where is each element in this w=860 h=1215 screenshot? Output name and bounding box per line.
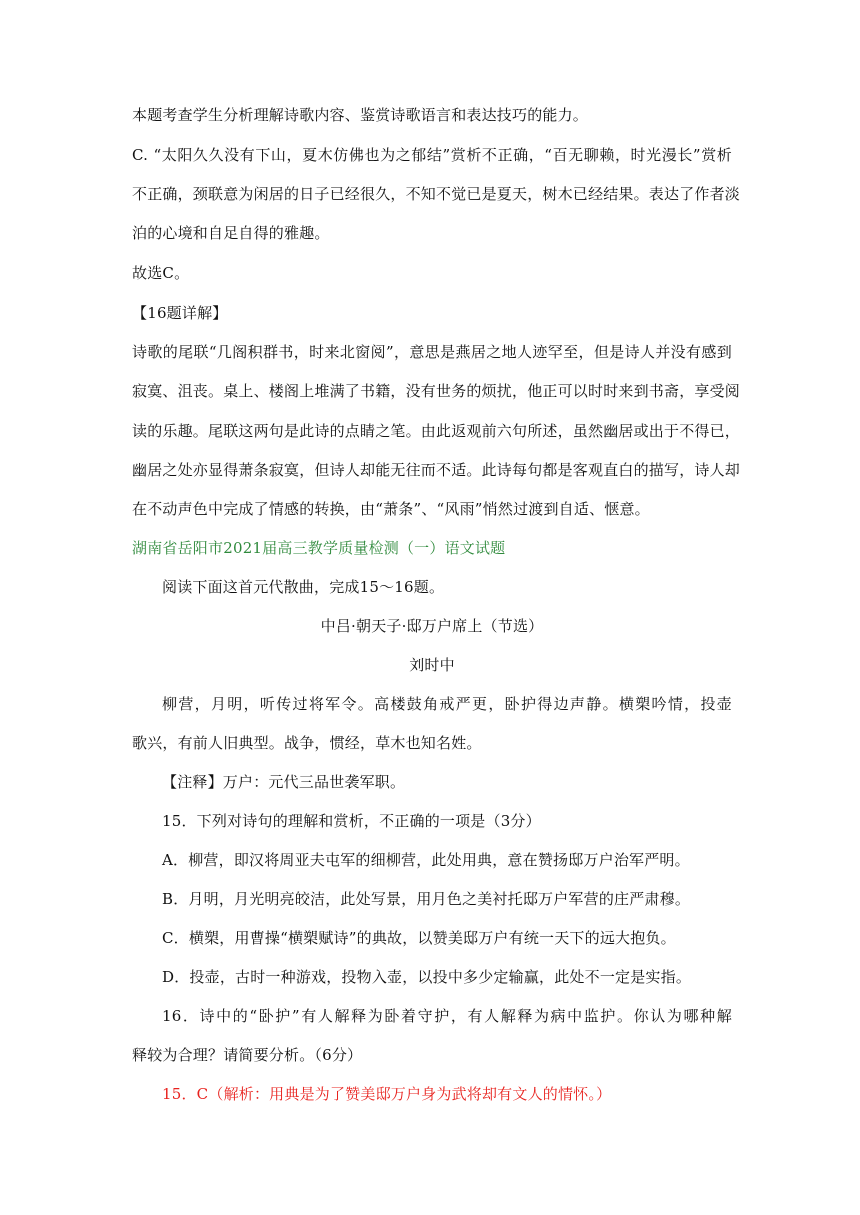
- option-a: A．柳营，即汉将周亚夫屯军的细柳营，此处用典，意在赞扬邸万户治军严明。: [162, 851, 690, 869]
- source-title: 湖南省岳阳市2021届高三教学质量检测（一）语文试题: [132, 539, 506, 557]
- annotation-note: 【注释】万户：元代三品世袭军职。: [162, 773, 406, 791]
- poem-line: 歌兴，有前人旧典型。战争，惯经，草木也知名姓。: [132, 734, 482, 752]
- question-16-continued: 释较为合理？请简要分析。（6分）: [132, 1046, 363, 1064]
- poem-line: 柳营，月明，听传过将军令。高楼鼓角戒严更，卧护得边声静。横槊吟情，投壶: [162, 695, 732, 713]
- analysis-line: 在不动声色中完成了情感的转换，由“萧条”、“风雨”悄然过渡到自适、惬意。: [132, 500, 650, 518]
- analysis-line: 读的乐趣。尾联这两句是此诗的点睛之笔。由此返观前六句所述，虽然幽居或出于不得已，: [132, 422, 741, 440]
- option-c: C．横槊，用曹操“横槊赋诗”的典故，以赞美邸万户有统一天下的远大抱负。: [162, 929, 676, 947]
- section-heading: 【16题详解】: [132, 304, 228, 322]
- answer-choice-line: 故选C。: [132, 264, 190, 282]
- analysis-line: 幽居之处亦显得萧条寂寞，但诗人却能无往而不适。此诗每句都是客观直白的描写，诗人却: [132, 461, 741, 479]
- analysis-line: 泊的心境和自足自得的雅趣。: [132, 224, 330, 242]
- analysis-line: C. “太阳久久没有下山，夏木仿佛也为之郁结”赏析不正确，“百无聊赖，时光漫长”赏析: [132, 146, 732, 164]
- option-d: D．投壶，古时一种游戏，投物入壶，以投中多少定输赢，此处不一定是实指。: [162, 968, 692, 986]
- question-15: 15．下列对诗句的理解和赏析，不正确的一项是（3分）: [162, 812, 541, 830]
- answer-15: 15．C（解析：用典是为了赞美邸万户身为武将却有文人的情怀。）: [162, 1085, 612, 1103]
- analysis-line: 本题考查学生分析理解诗歌内容、鉴赏诗歌语言和表达技巧的能力。: [132, 106, 589, 124]
- instruction: 阅读下面这首元代散曲，完成15～16题。: [162, 578, 445, 596]
- analysis-line: 不正确，颈联意为闲居的日子已经很久，不知不觉已是夏天，树木已经结果。表达了作者淡: [132, 185, 741, 203]
- poem-author: 刘时中: [409, 656, 455, 674]
- option-b: B．月明，月光明亮皎洁，此处写景，用月色之美衬托邸万户军营的庄严肃穆。: [162, 890, 691, 908]
- analysis-line: 寂寞、沮丧。桌上、楼阁上堆满了书籍，没有世务的烦扰，他正可以时时来到书斋，享受阅: [132, 382, 741, 400]
- question-16: 16．诗中的“卧护”有人解释为卧着守护，有人解释为病中监护。你认为哪种解: [162, 1007, 732, 1025]
- poem-title: 中吕·朝天子·邸万户席上（节选）: [320, 617, 544, 635]
- analysis-line: 诗歌的尾联“几阁积群书，时来北窗阅”，意思是燕居之地人迹罕至，但是诗人并没有感到: [132, 343, 732, 361]
